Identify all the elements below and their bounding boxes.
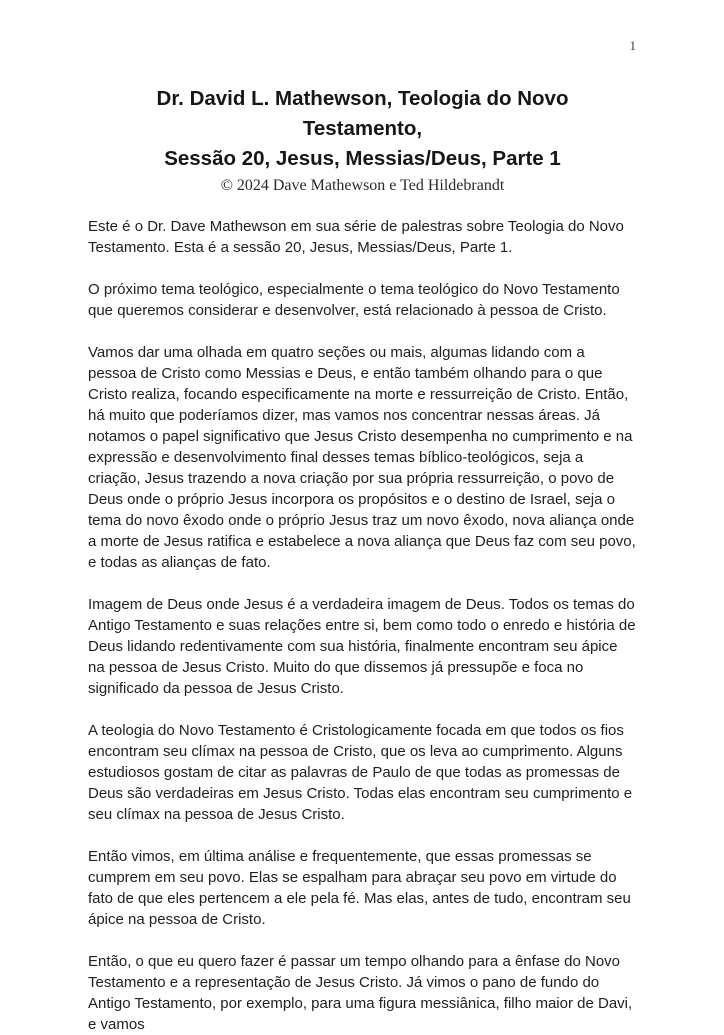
paragraph-next-theme: O próximo tema teológico, especialmente o tema teológico do Novo Testamento que queremos considerar e desenvolver, está relacionado à pessoa de Cristo. xyxy=(88,281,620,319)
page-number: 1 xyxy=(629,38,636,53)
paragraph-intro: Este é o Dr. Dave Mathewson em sua série de palestras sobre Teologia do Novo Testamento. Esta é a sessão 20, Jesus, Messias/Deus, Parte 1. xyxy=(88,218,624,256)
paragraph-nt-emphasis: Então, o que eu quero fazer é passar um tempo olhando para a ênfase do Novo Testamento e a representação de Jesus Cristo. Já vimos o pano de fundo do Antigo Testamento, por exemplo, para uma figura messiânica, filho maior de Davi, e vamos xyxy=(88,953,633,1033)
paragraph-promises-fulfilled: Então vimos, em última análise e frequentemente, que essas promessas se cumprem em seu povo. Elas se espalham para abraçar seu povo em virtude do fato de que eles pertencem a ele pela fé. Mas elas, antes de tudo, encontram seu ápice na pessoa de Cristo. xyxy=(88,848,631,928)
document-title-line-1: Dr. David L. Mathewson, Teologia do Novo Testamento, xyxy=(156,87,569,140)
copyright-line: © 2024 Dave Mathewson e Ted Hildebrandt xyxy=(220,177,505,194)
paragraph-image-of-god: Imagem de Deus onde Jesus é a verdadeira imagem de Deus. Todos os temas do Antigo Testamento e suas relações entre si, bem como todo o enredo e história de Deus lidando redentivamente com sua história, finalmente encontram seu ápice na pessoa de Jesus Cristo. Muito do que dissemos já pressupõe e foca no significado da pessoa de Jesus Cristo. xyxy=(88,596,636,697)
paragraph-christological-focus: A teologia do Novo Testamento é Cristologicamente focada em que todos os fios encontram seu clímax na pessoa de Cristo, que os leva ao cumprimento. Alguns estudiosos gostam de citar as palavras de Paulo de que todas as promessas de Deus são verdadeiras em Jesus Cristo. Todas elas encontram seu cumprimento e seu clímax na pessoa de Jesus Cristo. xyxy=(88,722,633,823)
document-body xyxy=(88,216,637,1035)
paragraph-four-sections: Vamos dar uma olhada em quatro seções ou mais, algumas lidando com a pessoa de Cristo como Messias e Deus, e então também olhando para o que Cristo realiza, focando especificamente na morte e ressurreição de Cristo. Então, há muito que poderíamos dizer, mas vamos nos concentrar nessas áreas. Já notamos o papel significativo que Jesus Cristo desempenha no cumprimento e na expressão e desenvolvimento final desses temas bíblico-teológicos, seja a criação, Jesus trazendo a nova criação por sua própria ressurreição, o povo de Deus onde o próprio Jesus incorpora os propósitos e o destino de Israel, seja o tema do novo êxodo onde o próprio Jesus traz um novo êxodo, nova aliança onde a morte de Jesus ratifica e estabelece a nova aliança que Deus faz com seu povo, e todas as alianças de fato. xyxy=(88,344,636,571)
document-title-line-2: Sessão 20, Jesus, Messias/Deus, Parte 1 xyxy=(164,147,561,170)
document-title xyxy=(88,84,637,174)
